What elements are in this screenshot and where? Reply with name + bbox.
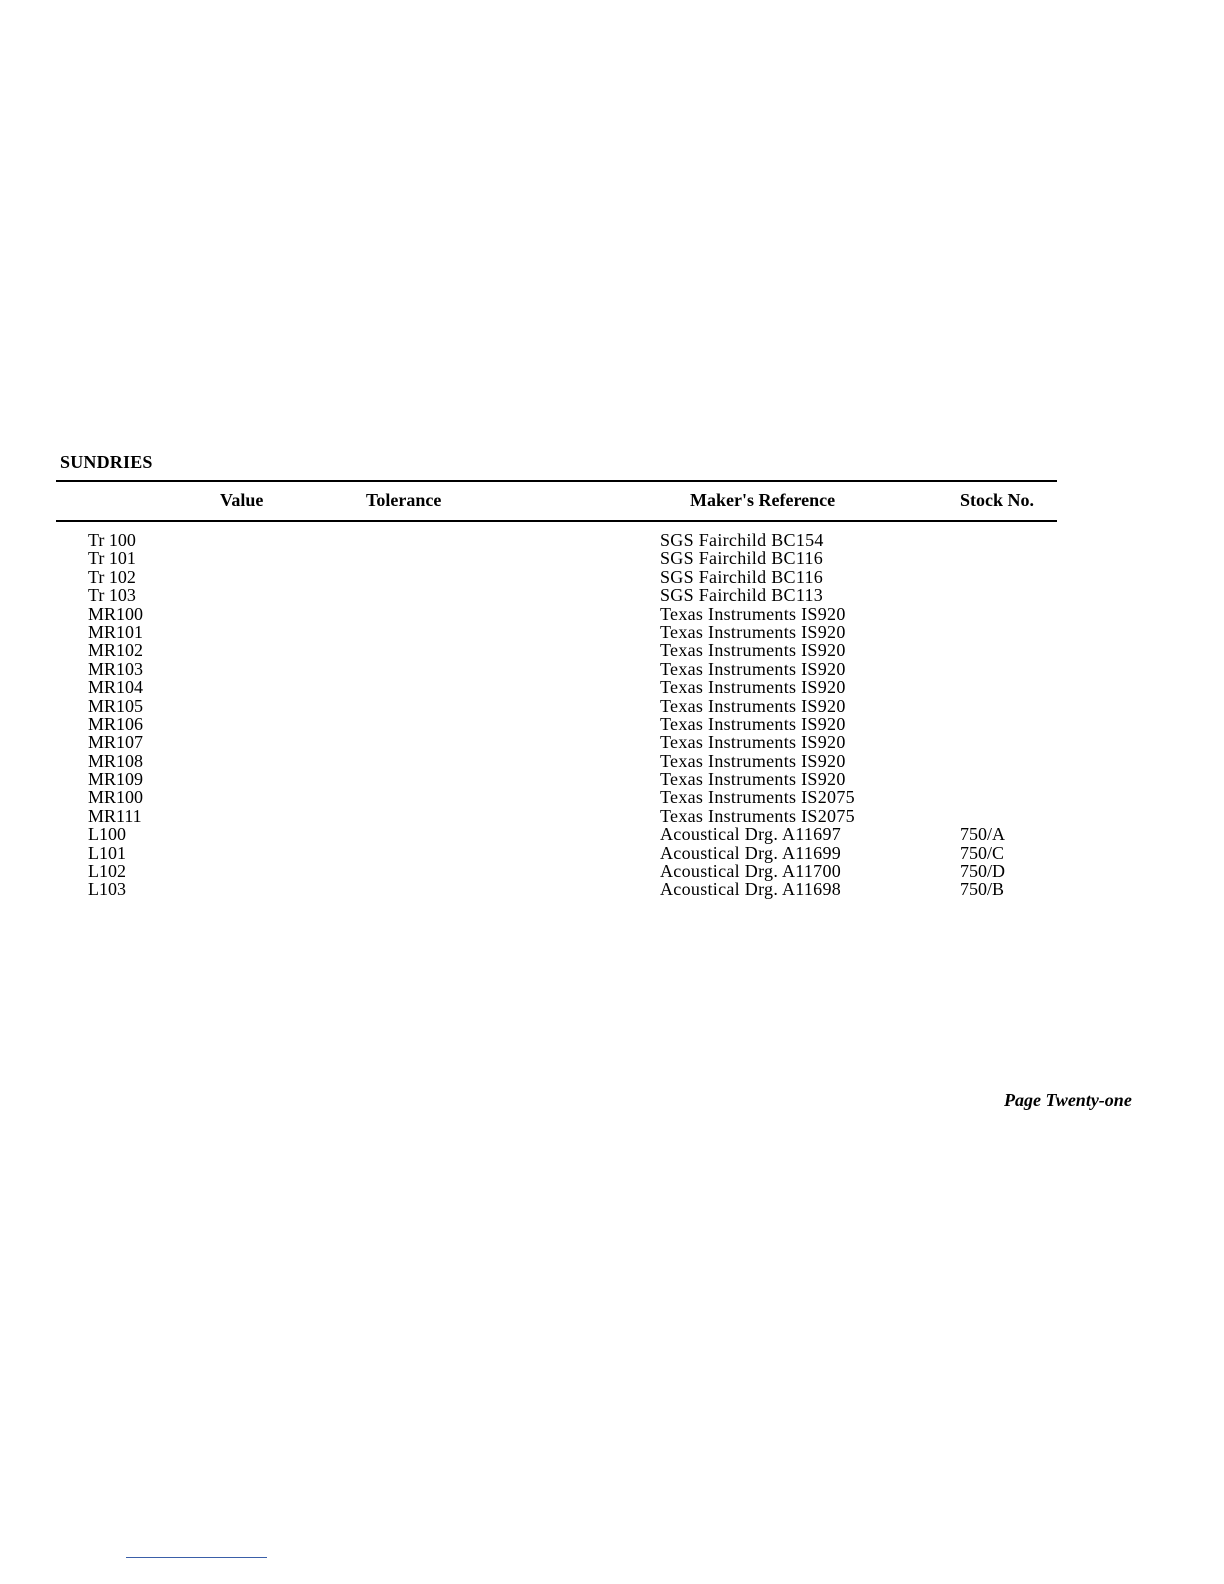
component-ref: MR106: [88, 713, 144, 734]
component-ref: Tr 100: [88, 530, 136, 550]
component-ref: MR100: [88, 603, 144, 624]
makers-reference: Acoustical Drg. A11697: [660, 824, 842, 845]
stock-number: 750/B: [960, 879, 1005, 900]
component-ref: MR104: [88, 677, 144, 698]
header-value: Value: [220, 490, 264, 510]
stock-number: 750/C: [960, 842, 1005, 863]
table-row: [0, 586, 1224, 604]
component-ref: Tr 101: [88, 548, 136, 569]
component-ref: MR101: [88, 621, 144, 642]
header-tolerance: Tolerance: [366, 490, 442, 510]
component-ref: L100: [88, 824, 126, 845]
table-row: [0, 862, 1224, 880]
stock-number: 750/D: [960, 861, 1005, 882]
makers-reference: SGS Fairchild BC116: [660, 548, 824, 569]
component-ref: MR102: [88, 640, 144, 661]
makers-reference: Texas Instruments IS920: [660, 769, 846, 790]
table-row: [0, 549, 1224, 567]
makers-reference: Texas Instruments IS920: [660, 750, 846, 771]
table-row: [0, 531, 1224, 549]
page-number: Page Twenty-one: [1004, 1090, 1132, 1110]
table-top-rule: [56, 480, 1057, 482]
makers-reference: Texas Instruments IS2075: [660, 787, 855, 808]
table-row: [0, 770, 1224, 788]
makers-reference: SGS Fairchild BC116: [660, 566, 824, 587]
component-ref: MR111: [88, 805, 142, 826]
component-ref: MR109: [88, 769, 144, 790]
table-row: [0, 697, 1224, 715]
table-row: [0, 715, 1224, 733]
table-row: [0, 641, 1224, 659]
table-row: [0, 568, 1224, 586]
component-ref: L101: [88, 842, 126, 863]
makers-reference: Texas Instruments IS920: [660, 713, 846, 734]
makers-reference: Acoustical Drg. A11698: [660, 879, 842, 900]
component-ref: Tr 102: [88, 566, 136, 587]
stock-number: 750/A: [960, 824, 1005, 845]
makers-reference: Texas Instruments IS920: [660, 603, 846, 624]
makers-reference: Texas Instruments IS2075: [660, 805, 855, 826]
table-row: [0, 788, 1224, 806]
makers-reference: Texas Instruments IS920: [660, 732, 846, 753]
component-ref: L103: [88, 879, 126, 900]
table-row: [0, 660, 1224, 678]
makers-reference: Texas Instruments IS920: [660, 658, 846, 679]
makers-reference: Acoustical Drg. A11700: [660, 861, 842, 882]
component-ref: MR107: [88, 732, 144, 753]
table-row: [0, 844, 1224, 862]
component-ref: MR105: [88, 695, 144, 716]
makers-reference: SGS Fairchild BC113: [660, 585, 824, 606]
makers-reference: Texas Instruments IS920: [660, 640, 846, 661]
component-ref: MR103: [88, 658, 144, 679]
component-ref: Tr 103: [88, 585, 136, 606]
table-row: [0, 825, 1224, 843]
table-row: [0, 752, 1224, 770]
header-makers-reference: Maker's Reference: [690, 490, 836, 510]
table-row: [0, 623, 1224, 641]
table-row: [0, 880, 1224, 898]
footer-rule: [126, 1557, 267, 1558]
table-row: [0, 605, 1224, 623]
component-ref: L102: [88, 861, 126, 882]
table-row: [0, 678, 1224, 696]
makers-reference: Texas Instruments IS920: [660, 695, 846, 716]
table-row: [0, 733, 1224, 751]
makers-reference: Acoustical Drg. A11699: [660, 842, 842, 863]
table-header-rule: [56, 520, 1057, 522]
makers-reference: SGS Fairchild BC154: [660, 530, 824, 550]
table-body: [0, 531, 1224, 899]
component-ref: MR108: [88, 750, 144, 771]
section-title: SUNDRIES: [60, 452, 153, 472]
table-row: [0, 807, 1224, 825]
makers-reference: Texas Instruments IS920: [660, 621, 846, 642]
component-ref: MR100: [88, 787, 144, 808]
makers-reference: Texas Instruments IS920: [660, 677, 846, 698]
header-stock-no: Stock No.: [960, 490, 1035, 510]
